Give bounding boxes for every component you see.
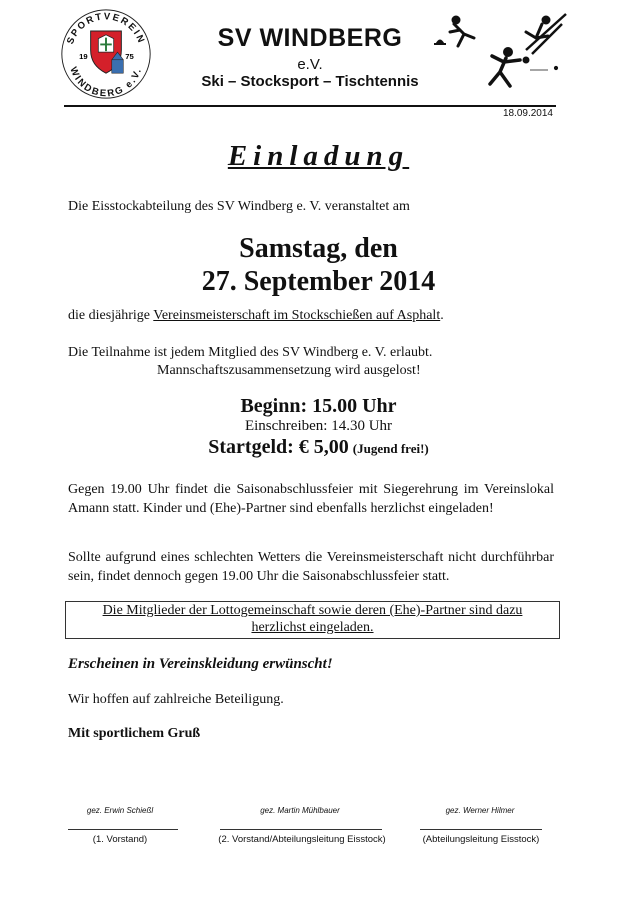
greeting: Mit sportlichem Gruß xyxy=(68,726,201,741)
event-prefix: die diesjährige xyxy=(68,308,151,323)
logo-year-left: 19 xyxy=(79,51,88,61)
lotto-notice-box xyxy=(65,601,560,639)
signature-name-3: gez. Werner Hilmer xyxy=(445,806,515,815)
signature-role-2: (2. Vorstand/Abteilungsleitung Eisstock) xyxy=(218,834,386,845)
signature-name-2: gez. Martin Mühlbauer xyxy=(260,806,340,815)
curling-figure-icon xyxy=(434,16,474,46)
entry-fee xyxy=(0,436,637,459)
club-name: SV WINDBERG xyxy=(217,24,403,52)
teams-text: Mannschaftszusammensetzung wird ausgelost! xyxy=(157,363,421,378)
header-divider xyxy=(64,105,556,107)
letter-title: Einladung xyxy=(227,140,410,172)
signature-name-1: gez. Erwin Schießl xyxy=(86,806,154,815)
intro-text: Die Eisstockabteilung des SV Windberg e. V. veranstaltet am xyxy=(68,199,410,214)
event-date: 27. September 2014 xyxy=(201,266,436,297)
entry-fee-note: (Jugend frei!) xyxy=(352,441,429,456)
event-description xyxy=(68,306,554,325)
event-name: Vereinsmeisterschaft im Stockschießen auf Asphalt xyxy=(153,308,441,323)
letter-date: 18.09.2014 xyxy=(502,108,553,119)
skier-figure-icon xyxy=(526,14,566,54)
participation-text: Die Teilnahme ist jedem Mitglied des SV Windberg e. V. erlaubt. xyxy=(68,345,433,360)
logo-text-top: SPORTVEREIN xyxy=(65,11,147,46)
dress-code: Erscheinen in Vereinskleidung erwünscht! xyxy=(68,656,333,672)
party-text: Gegen 19.00 Uhr findet die Saisonabschlussfeier mit Siegerehrung im Vereinslokal Amann statt. Kinder und (Ehe)-Partner sind ebenfalls herzlichst eingeladen! xyxy=(68,482,554,516)
signature-line-1 xyxy=(68,829,178,830)
signature-role-1: (1. Vorstand) xyxy=(92,834,148,845)
signature-role-3: (Abteilungsleitung Eisstock) xyxy=(422,834,540,845)
signature-line-3 xyxy=(420,829,542,830)
registration-time: Einschreiben: 14.30 Uhr xyxy=(244,418,393,434)
table-tennis-figure-icon xyxy=(490,48,558,87)
start-time: Beginn: 15.00 Uhr xyxy=(240,395,397,417)
club-sports: Ski – Stocksport – Tischtennis xyxy=(201,73,419,90)
entry-fee-amount: Startgeld: € 5,00 xyxy=(208,436,349,458)
signature-line-2 xyxy=(220,829,382,830)
club-suffix: e.V. xyxy=(297,56,323,73)
lotto-line-2: herzlichst eingeladen. xyxy=(251,620,374,635)
weather-text: Sollte aufgrund eines schlechten Wetters die Vereinsmeisterschaft nicht durchführbar sein, findet dennoch gegen 19.00 Uhr die Saisonabschlussfeier statt. xyxy=(68,550,554,584)
club-logo xyxy=(58,6,154,102)
sport-pictograms-icon xyxy=(430,10,570,90)
logo-text-bottom: WINDBERG e.V. xyxy=(67,65,145,100)
closing-hope: Wir hoffen auf zahlreiche Beteiligung. xyxy=(68,692,284,707)
event-suffix: . xyxy=(440,308,444,323)
lotto-line-1: Die Mitglieder der Lottogemeinschaft sowie deren (Ehe)-Partner sind dazu xyxy=(102,603,523,618)
logo-year-right: 75 xyxy=(125,51,134,61)
event-day: Samstag, den xyxy=(239,233,398,264)
